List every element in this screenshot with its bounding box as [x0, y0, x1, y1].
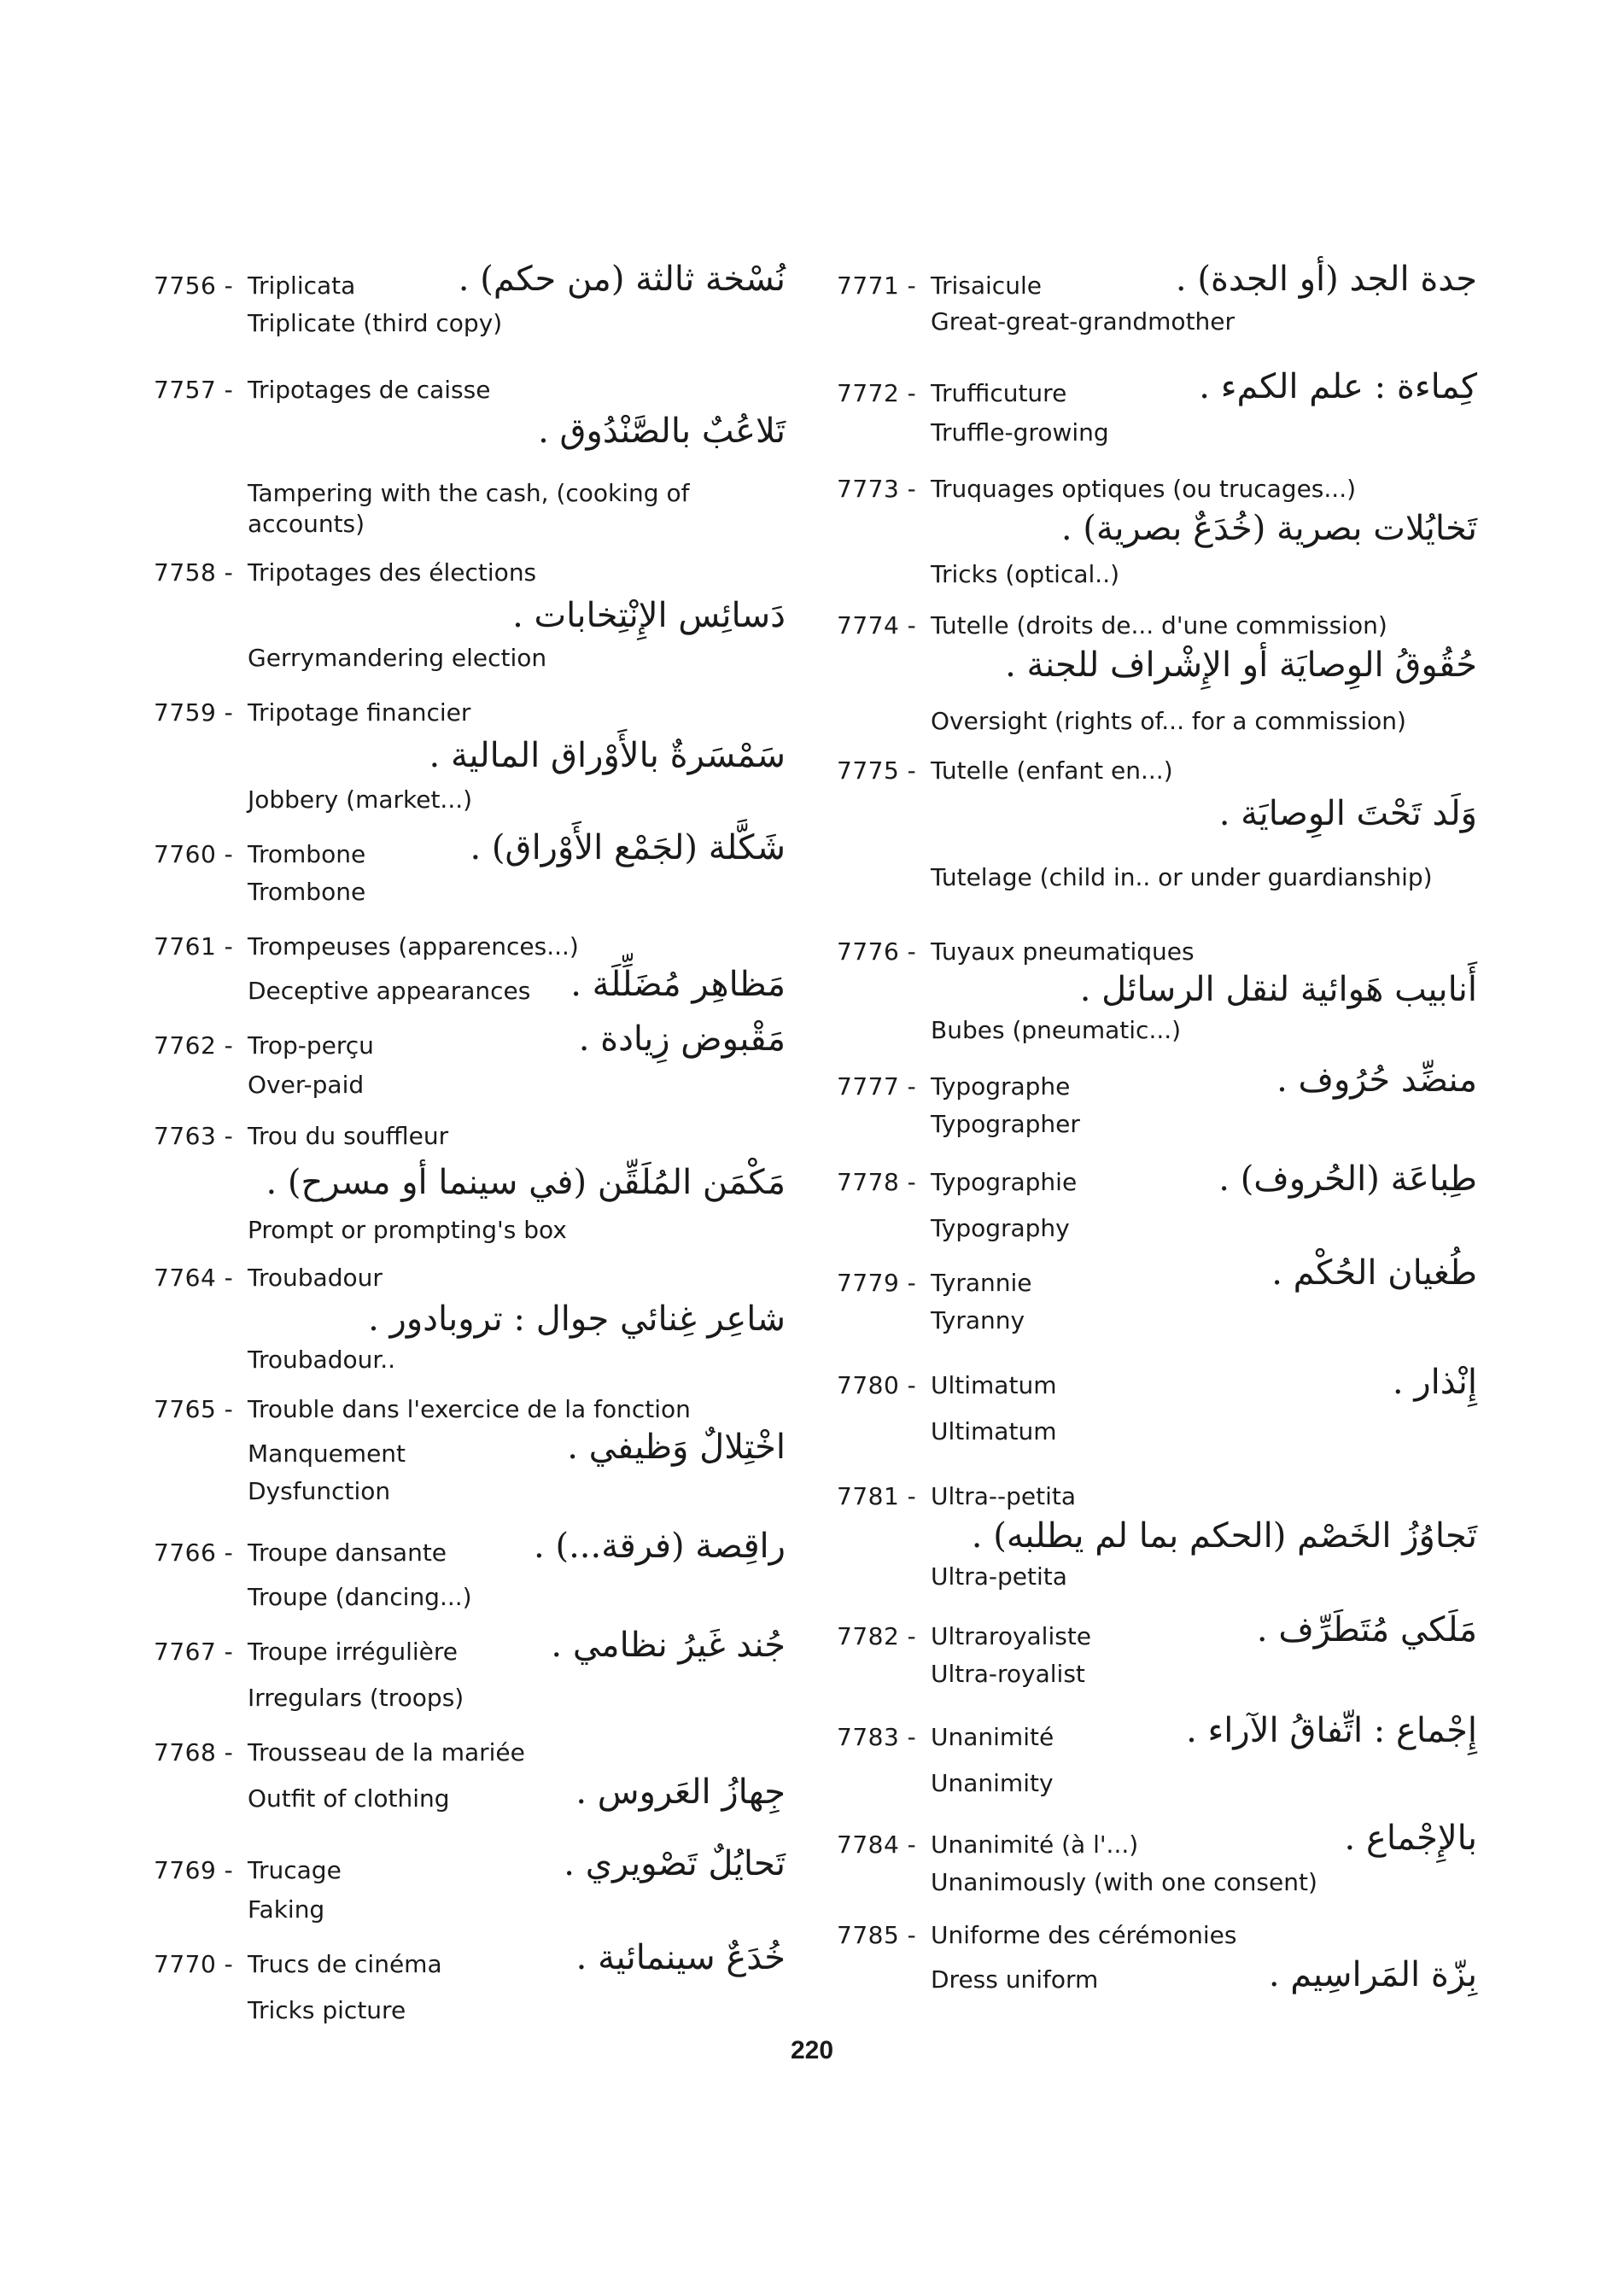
english-term: Tampering with the cash, (cooking of accounts) — [248, 479, 690, 538]
entry-number: 7774 - — [837, 611, 917, 639]
entry-number: 7761 - — [154, 932, 234, 960]
english-term: Trombone — [248, 878, 366, 906]
english-term: Ultra-petita — [931, 1562, 1067, 1591]
english-term: Gerrymandering election — [248, 644, 547, 672]
french-term: Typographie — [931, 1168, 1078, 1196]
french-term: Trucs de cinéma — [248, 1950, 442, 1978]
english-term: Tricks picture — [248, 1996, 406, 2024]
entry-number: 7766 - — [154, 1539, 234, 1567]
arabic-term: كِماءة : علم الكمء . — [1199, 367, 1477, 406]
arabic-term: مَكْمَن المُلَقِّن (في سينما أو مسرح) . — [266, 1163, 786, 1202]
english-term: Tyranny — [931, 1306, 1025, 1334]
arabic-term: مَلَكي مُتَطَرِّف . — [1256, 1610, 1477, 1649]
english-term: Troupe (dancing...) — [248, 1583, 472, 1611]
french-term: Unanimité (à l'...) — [931, 1830, 1139, 1859]
english-term: Truffle-growing — [931, 418, 1109, 447]
english-term: Faking — [248, 1895, 325, 1924]
arabic-term: اخْتِلالٌ وَظيفي . — [567, 1428, 786, 1467]
english-term: Tutelage (child in.. or under guardianship) — [931, 863, 1433, 891]
entry-number: 7783 - — [837, 1723, 917, 1751]
entry-number: 7778 - — [837, 1168, 917, 1196]
french-term: Tutelle (enfant en...) — [931, 756, 1173, 785]
entry-number: 7759 - — [154, 698, 234, 727]
english-term: Deceptive appearances — [248, 977, 531, 1005]
french-term: Troubadour — [248, 1264, 383, 1292]
french-term: Troupe dansante — [248, 1539, 447, 1567]
entry-number: 7767 - — [154, 1638, 234, 1666]
english-term: Oversight (rights of... for a commission) — [931, 707, 1406, 735]
english-term: Jobbery (market...) — [248, 785, 473, 814]
arabic-term: جُند غَيرُ نظامي . — [551, 1626, 786, 1665]
english-term: Troubadour.. — [248, 1346, 396, 1374]
french-term: Trufficuture — [931, 379, 1067, 407]
french-term: Trompeuses (apparences...) — [248, 932, 579, 960]
english-term: Triplicate (third copy) — [248, 309, 503, 337]
french-term: Ultraroyaliste — [931, 1622, 1092, 1650]
french-term: Tripotages des élections — [248, 558, 537, 587]
arabic-term: أَنابيب هَوائية لنقل الرسائل . — [1079, 970, 1477, 1009]
entry-number: 7760 - — [154, 840, 234, 868]
arabic-term: مَقْبوض زِيادة . — [578, 1019, 786, 1059]
french-term: Trop-perçu — [248, 1031, 374, 1060]
french-term: Trouble dans l'exercice de la fonction — [248, 1395, 691, 1423]
french-term: Trou du souffleur — [248, 1122, 449, 1150]
entry-number: 7764 - — [154, 1264, 234, 1292]
french-term: Ultra--petita — [931, 1482, 1077, 1510]
arabic-term: منضِّد حُرُوف . — [1276, 1060, 1477, 1100]
french-term: Ultimatum — [931, 1371, 1057, 1399]
french-term: Truquages optiques (ou trucages...) — [931, 475, 1357, 503]
english-term: Tricks (optical..) — [931, 560, 1120, 588]
arabic-term: جدة الجد (أو الجدة) . — [1175, 260, 1477, 299]
english-term: Unanimously (with one consent) — [931, 1868, 1317, 1896]
entry-number: 7768 - — [154, 1738, 234, 1766]
arabic-term: تَخايُلات بصرية (خُدَعٌ بصرية) . — [1060, 509, 1477, 548]
entry-number: 7784 - — [837, 1830, 917, 1859]
entry-number: 7771 - — [837, 272, 917, 300]
arabic-term: سَمْسَرةٌ بالأَوْراق المالية . — [429, 736, 786, 775]
arabic-term: راقِصة (فرقة...) . — [534, 1527, 786, 1566]
arabic-term: حُقُوقُ الوِصايَة أو الإِشْراف للجنة . — [1005, 645, 1477, 685]
english-term: Ultimatum — [931, 1417, 1057, 1445]
english-term: Typography — [931, 1214, 1070, 1242]
arabic-term: طِباعَة (الحُروف) . — [1218, 1159, 1477, 1199]
page-number: 220 — [790, 2036, 834, 2064]
entry-number: 7757 - — [154, 376, 234, 404]
entry-number: 7765 - — [154, 1395, 234, 1423]
arabic-term: إِنْذار . — [1392, 1363, 1477, 1402]
arabic-term: تَجاوُزُ الخَصْم (الحكم بما لم يطلبه) . — [971, 1516, 1477, 1556]
entry-number: 7779 - — [837, 1269, 917, 1297]
arabic-term: وَلَد تَحْتَ الوِصايَة . — [1218, 794, 1477, 833]
english-term: Manquement — [248, 1439, 406, 1468]
french-term: Trombone — [248, 840, 366, 868]
entry-number: 7775 - — [837, 756, 917, 785]
english-term: Prompt or prompting's box — [248, 1216, 567, 1244]
entry-number: 7756 - — [154, 272, 234, 300]
english-term: Typographer — [931, 1110, 1080, 1138]
english-term: Ultra-royalist — [931, 1660, 1085, 1688]
english-term: Outfit of clothing — [248, 1784, 450, 1813]
english-term: Over-paid — [248, 1071, 365, 1099]
entry-number: 7781 - — [837, 1482, 917, 1510]
french-term: Tyrannie — [931, 1269, 1032, 1297]
entry-number: 7769 - — [154, 1856, 234, 1884]
entry-number: 7776 - — [837, 937, 917, 966]
french-term: Tripotage financier — [248, 698, 471, 727]
french-term: Tripotages de caisse — [248, 376, 491, 404]
english-term-2: Dysfunction — [248, 1477, 391, 1505]
arabic-term: دَسائِس الإِنْتِخابات . — [512, 596, 786, 635]
entry-number: 7785 - — [837, 1921, 917, 1949]
entry-number: 7777 - — [837, 1072, 917, 1101]
french-term: Uniforme des cérémonies — [931, 1921, 1237, 1949]
arabic-term: نُسْخة ثالثة (من حكم) . — [458, 260, 786, 299]
entry-number: 7758 - — [154, 558, 234, 587]
english-term: Dress uniform — [931, 1965, 1099, 1994]
english-term: Unanimity — [931, 1769, 1054, 1797]
french-term: Tutelle (droits de... d'une commission) — [931, 611, 1387, 639]
english-term: Irregulars (troops) — [248, 1684, 464, 1712]
french-term: Troupe irrégulière — [248, 1638, 459, 1666]
arabic-term: تَحايُلٌ تَصْويري . — [564, 1844, 786, 1883]
french-term: Trucage — [248, 1856, 342, 1884]
french-term: Trousseau de la mariée — [248, 1738, 525, 1766]
entry-number: 7770 - — [154, 1950, 234, 1978]
arabic-term: طُغيان الحُكْم . — [1271, 1253, 1477, 1293]
entry-number: 7773 - — [837, 475, 917, 503]
french-term: Triplicata — [248, 272, 356, 300]
english-term: Great-great-grandmother — [931, 307, 1236, 336]
french-term: Typographe — [931, 1072, 1071, 1101]
entry-number: 7762 - — [154, 1031, 234, 1060]
entry-number: 7782 - — [837, 1622, 917, 1650]
arabic-term: شاعِر غِنائي جوال : تروبادور . — [368, 1299, 786, 1339]
entry-number: 7772 - — [837, 379, 917, 407]
arabic-term: جِهازُ العَروس . — [575, 1772, 786, 1812]
arabic-term: بِزّة المَراسِيم . — [1268, 1955, 1477, 1994]
entry-number: 7763 - — [154, 1122, 234, 1150]
french-term: Trisaicule — [931, 272, 1042, 300]
arabic-term: خُدَعٌ سينمائية . — [575, 1938, 786, 1977]
entry-number: 7780 - — [837, 1371, 917, 1399]
french-term: Unanimité — [931, 1723, 1054, 1751]
arabic-term: إِجْماع : اتِّفاقُ الآراء . — [1186, 1711, 1477, 1750]
arabic-term: بالإِجْماع . — [1344, 1819, 1477, 1858]
arabic-term: مَظاهِر مُضَلِّلَة . — [570, 965, 786, 1004]
french-term: Tuyaux pneumatiques — [931, 937, 1195, 966]
arabic-term: شَكَّلة (لجَمْع الأَوْراق) . — [470, 828, 786, 867]
arabic-term: تَلاعُبٌ بالصَّنْدُوق . — [538, 412, 786, 451]
english-term: Bubes (pneumatic...) — [931, 1016, 1182, 1044]
